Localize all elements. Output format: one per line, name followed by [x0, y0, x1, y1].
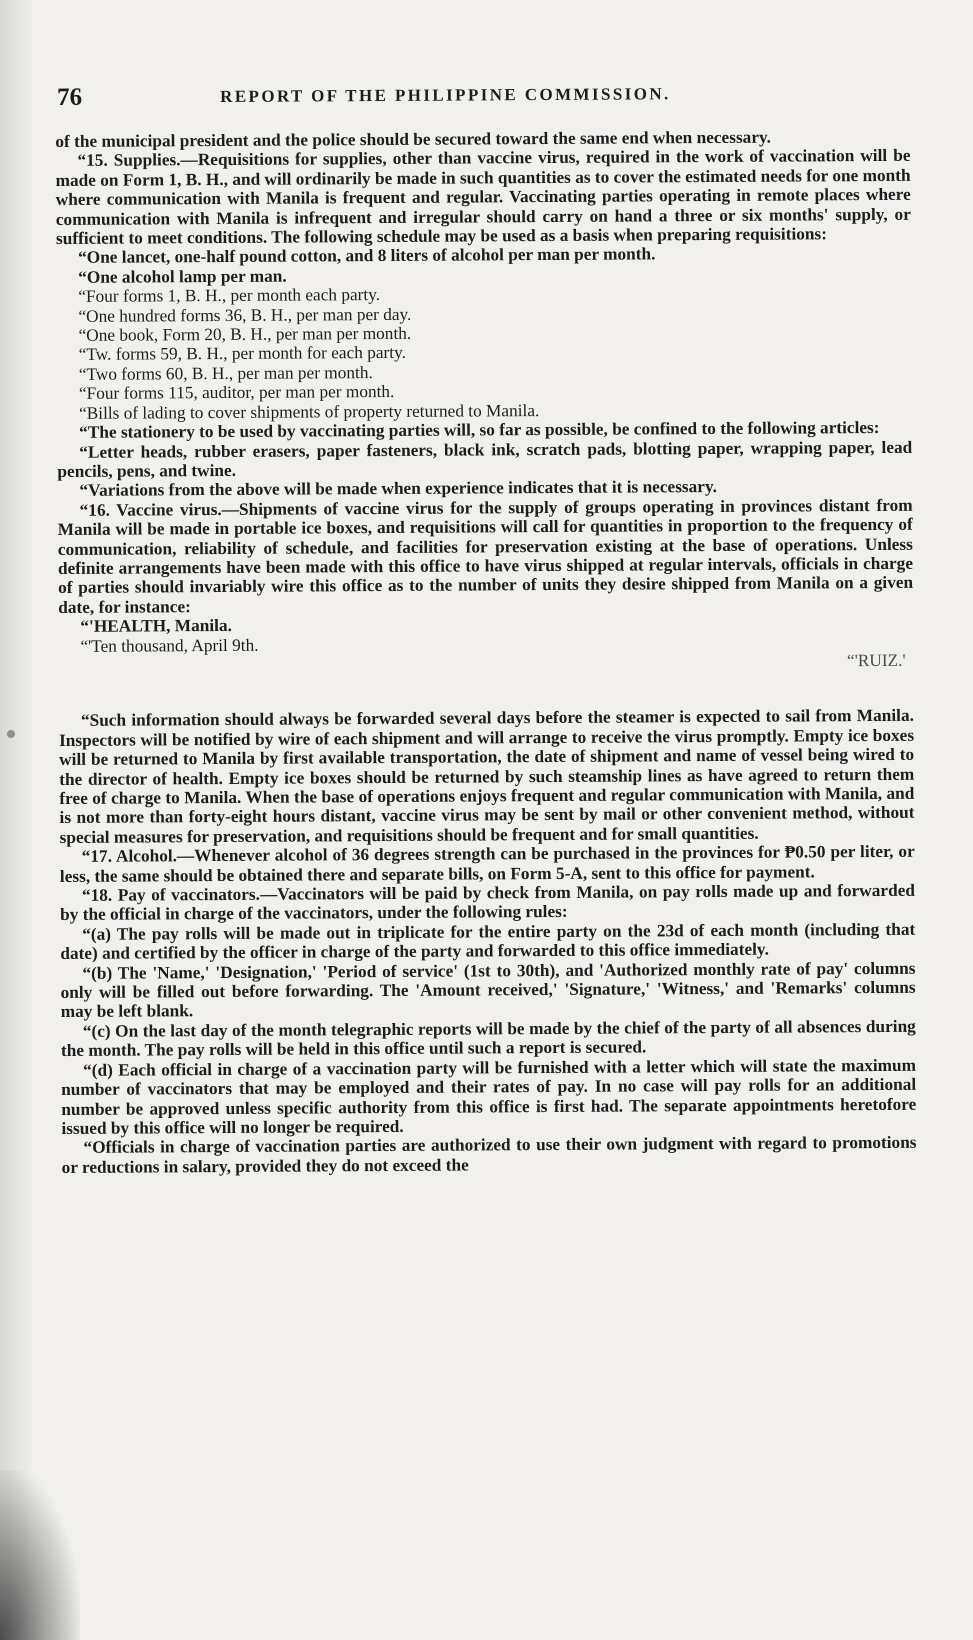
schedule-item-form-60: “Two forms 60, B. H., per man per month.: [78, 362, 373, 384]
telegram-signature: “'RUIZ.': [846, 650, 906, 671]
paragraph-variations: “Variations from the above will be made when experience indicates that it is necessary.: [79, 477, 717, 501]
schedule-item-lancet: “One lancet, one-half pound cotton, and 8 liters of alcohol per man per month.: [78, 244, 656, 268]
rule-a: “(a) The pay rolls will be made out in triplicate for the entire party on the 23d of each month (including that date) and certified by the officer in charge of the party and forwarded to this office immediately.: [60, 919, 916, 964]
paragraph-stationery-articles: “Letter heads, rubber erasers, paper fasteners, black ink, scratch pads, blotting paper, wrapping paper, lead pencils, pens, and twine.: [57, 437, 913, 481]
schedule-item-form-20: “One book, Form 20, B. H., per man per month.: [78, 323, 412, 345]
telegram-address: “'HEALTH, Manila.: [80, 616, 232, 637]
header-title: REPORT OF THE PHILIPPINE COMMISSION.: [220, 84, 671, 106]
schedule-item-form-59: “Tw. forms 59, B. H., per month for each party.: [78, 343, 406, 365]
paper-speck: [7, 730, 15, 738]
paragraph-information: “Such information should always be forwarded several days before the steamer is expected to sail from Manila. Inspectors will be notified by wire of each shipment and will arrange to receive the virus promptly. Empty ice boxes will be returned to Manila by first available transportation, the date of shipment and name of vessel being wired to the director of health. Empty ice boxes should be returned by such steamship lines as have agreed to return them free of charge to Manila. When the base of operations enjoys frequent and regular communication with Manila, and is not more than forty-eight hours distant, vaccine virus may be sent by mail or other convenient method, without special measures for preservation, and requisitions should be frequent and for small quantities.: [58, 706, 915, 847]
body-text: [55, 127, 916, 1177]
rule-b: “(b) The 'Name,' 'Designation,' 'Period of service' (1st to 30th), and 'Authorized monthly rate of pay' columns only will be filled out before forwarding. The 'Amount received,' 'Signature,' 'Witness,' and 'Remarks' columns may be left blank.: [60, 958, 916, 1022]
paragraph-stationery: “The stationery to be used by vaccinating parties will, so far as possible, be confined to the following articles:: [79, 418, 880, 442]
scan-edge-shadow: [0, 0, 34, 1640]
paragraph-alcohol: “17. Alcohol.—Whenever alcohol of 36 degrees strength can be purchased in the provinces for ₱0.50 per liter, or less, the same should be obtained there and separate bills, on Form 5-A, sent to this office for payment.: [59, 841, 915, 886]
running-head: [55, 75, 910, 132]
paragraph-supplies: “15. Supplies.—Requisitions for supplies, other than vaccine virus, required in the work of vaccination will be made on Form 1, B. H., and will ordinarily be made in such quantities as to cover the estimated needs for one month where communication with Manila is frequent and regular. Vaccinating parties operating in remote places where communication with Manila is infrequent and irregular should carry on hand a three or six months' supply, or sufficient to meet conditions. The following schedule may be used as a basis when preparing requisitions:: [55, 146, 911, 249]
schedule-item-bills-of-lading: “Bills of lading to cover shipments of property returned to Manila.: [78, 400, 540, 423]
schedule-item-lamp: “One alcohol lamp per man.: [78, 266, 287, 287]
paragraph-officials: “Officials in charge of vaccination parties are authorized to use their own judgment with regard to promotions or reductions in salary, provided they do not exceed the: [61, 1133, 917, 1177]
telegram-body: “'Ten thousand, April 9th.: [80, 635, 259, 656]
paragraph-pay-of-vaccinators: “18. Pay of vaccinators.—Vaccinators will be paid by check from Manila, on pay rolls made up and forwarded by the official in charge of the vaccinators, under the following rules:: [60, 880, 916, 925]
rule-d: “(d) Each official in charge of a vaccination party will be furnished with a letter which will state the maximum number of vaccinators that may be employed and their rates of pay. In no case will pay rolls for an additional number be approved unless specific authority from this office is first had. The separate appointments heretofore issued by this office will no longer be required.: [61, 1055, 917, 1138]
schedule-item-form-115: “Four forms 115, auditor, per man per month.: [78, 382, 395, 404]
paragraph-vaccine-virus: “16. Vaccine virus.—Shipments of vaccine virus for the supply of groups operating in provinces distant from Manila will be made in portable ice boxes, and requisitions will call for quantities in proportion to the frequency of communication, reliability of schedule, and facilities for preservation existing at the base of operations. Unless definite arrangements have been made with this office to have virus shipped at regular intervals, officials in charge of parties should invariably wire this office as to the number of units they desire shipped from Manila on a given date, for instance:: [57, 495, 914, 617]
page-number: 76: [57, 83, 83, 111]
document-page: [55, 75, 919, 1600]
schedule-item-form-36: “One hundred forms 36, B. H., per man per day.: [78, 304, 412, 326]
rule-c: “(c) On the last day of the month telegraphic reports will be made by the chief of the party of all absences during the month. The pay rolls will be held in this office until such a report is secured.: [60, 1016, 916, 1061]
schedule-item-form-1: “Four forms 1, B. H., per month each party.: [78, 285, 381, 307]
paragraph-continuation: of the municipal president and the police should be secured toward the same end when necessary.: [55, 127, 772, 151]
